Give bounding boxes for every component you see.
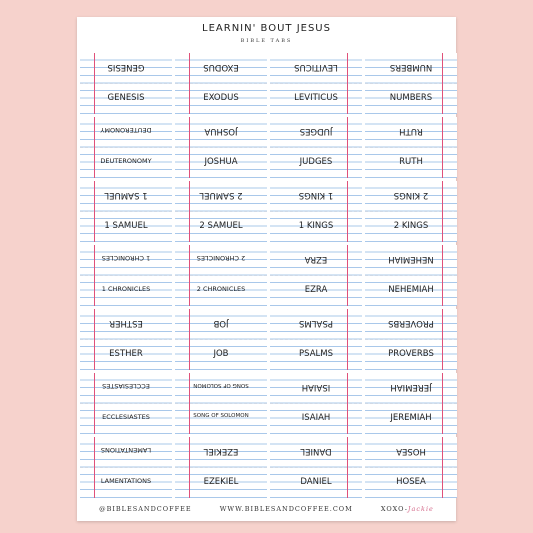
- tab-label: SONG OF SOLOMON: [193, 413, 249, 419]
- signature: Jackie: [407, 505, 434, 513]
- tab-label-flipped: JOB: [213, 318, 229, 328]
- signoff: [381, 505, 434, 513]
- tab-label-flipped: ECCLESIASTES: [102, 382, 150, 390]
- tab-judges: [270, 117, 362, 178]
- tab-label: 1 KINGS: [298, 221, 334, 231]
- tab-label-flipped: PSALMS: [299, 318, 333, 328]
- tab-label-flipped: NEHEMIAH: [388, 254, 434, 264]
- tab-label-flipped: 2 KINGS: [393, 190, 429, 200]
- tab-job: [175, 309, 267, 370]
- tab-label: NUMBERS: [389, 93, 433, 103]
- tab-leviticus: [270, 53, 362, 114]
- tab-label-flipped: HOSEA: [396, 446, 426, 456]
- tab-label-flipped: 1 SAMUEL: [104, 190, 148, 200]
- tab-psalms: [270, 309, 362, 370]
- tab-2-samuel: [175, 181, 267, 242]
- website-link[interactable]: WWW.BIBLESANDCOFFEE.COM: [219, 505, 353, 513]
- tab-hosea: [365, 437, 457, 498]
- tab-label: 2 SAMUEL: [199, 221, 243, 231]
- tab-label-flipped: SONG OF SOLOMON: [193, 382, 249, 388]
- tab-label-flipped: JOSHUA: [204, 126, 238, 136]
- tab-ezra: [270, 245, 362, 306]
- tab-esther: [80, 309, 172, 370]
- tab-label: 1 SAMUEL: [104, 221, 148, 231]
- tab-label: HOSEA: [396, 477, 426, 487]
- tab-label: EZRA: [304, 285, 328, 295]
- tab-label: JOB: [213, 349, 229, 359]
- sheet-title: LEARNIN' BOUT JESUS: [202, 23, 331, 34]
- tab-label: 1 CHRONICLES: [101, 285, 151, 293]
- tabs-grid: [77, 53, 459, 500]
- tab-deuteronomy: [80, 117, 172, 178]
- tab-genesis: [80, 53, 172, 114]
- tab-2-chronicles: [175, 245, 267, 306]
- tab-label: GENESIS: [107, 93, 145, 103]
- tab-label: PROVERBS: [388, 349, 434, 359]
- tab-label: ISAIAH: [301, 413, 331, 423]
- tab-label-flipped: DEUTERONOMY: [100, 126, 152, 134]
- tab-ecclesiastes: [80, 373, 172, 434]
- tab-label-flipped: GENESIS: [107, 62, 145, 72]
- instagram-handle: @BIBLESANDCOFFEE: [99, 505, 192, 513]
- tab-label-flipped: JEREMIAH: [390, 382, 432, 392]
- tab-lamentations: [80, 437, 172, 498]
- tab-label: JOSHUA: [204, 157, 238, 167]
- tab-daniel: [270, 437, 362, 498]
- tab-label: EXODUS: [203, 93, 239, 103]
- tab-label: LEVITICUS: [294, 93, 338, 103]
- tab-label: LAMENTATIONS: [100, 477, 152, 485]
- tab-label-flipped: ESTHER: [109, 318, 143, 328]
- tab-proverbs: [365, 309, 457, 370]
- tab-ruth: [365, 117, 457, 178]
- tab-joshua: [175, 117, 267, 178]
- tab-label: ESTHER: [109, 349, 143, 359]
- tab-label-flipped: 2 CHRONICLES: [196, 254, 246, 262]
- tab-isaiah: [270, 373, 362, 434]
- tab-label-flipped: EZRA: [304, 254, 328, 264]
- tab-label-flipped: NUMBERS: [389, 62, 433, 72]
- tab-label: EZEKIEL: [203, 477, 239, 487]
- tab-label: RUTH: [399, 157, 423, 167]
- tab-label: DANIEL: [300, 477, 332, 487]
- tab-label-flipped: JUDGES: [299, 126, 333, 136]
- tab-label-flipped: DANIEL: [300, 446, 332, 456]
- tab-exodus: [175, 53, 267, 114]
- tab-2-kings: [365, 181, 457, 242]
- tab-label: JUDGES: [299, 157, 333, 167]
- tab-label-flipped: EZEKIEL: [203, 446, 239, 456]
- tab-label-flipped: LEVITICUS: [294, 62, 338, 72]
- tab-1-samuel: [80, 181, 172, 242]
- tab-label: 2 CHRONICLES: [196, 285, 246, 293]
- tab-jeremiah: [365, 373, 457, 434]
- signoff-text: XOXO-: [380, 505, 408, 513]
- tab-ezekiel: [175, 437, 267, 498]
- tab-label-flipped: RUTH: [399, 126, 423, 136]
- sheet-footer: [77, 505, 456, 513]
- tab-nehemiah: [365, 245, 457, 306]
- tab-1-kings: [270, 181, 362, 242]
- tab-label-flipped: 2 SAMUEL: [199, 190, 243, 200]
- tab-label-flipped: EXODUS: [203, 62, 239, 72]
- tab-label: JEREMIAH: [390, 413, 432, 423]
- tab-label: NEHEMIAH: [388, 285, 434, 295]
- sheet-subtitle: BIBLE TABS: [240, 38, 293, 44]
- tab-label-flipped: PROVERBS: [388, 318, 434, 328]
- tab-song-of-solomon: [175, 373, 267, 434]
- bible-tabs-sheet: [77, 17, 456, 521]
- tab-label: DEUTERONOMY: [100, 157, 152, 165]
- tab-label: ECCLESIASTES: [102, 413, 150, 421]
- tab-label-flipped: 1 CHRONICLES: [101, 254, 151, 262]
- tab-numbers: [365, 53, 457, 114]
- tab-label-flipped: LAMENTATIONS: [100, 446, 152, 454]
- tab-label: 2 KINGS: [393, 221, 429, 231]
- tab-label-flipped: 1 KINGS: [298, 190, 334, 200]
- tab-label-flipped: ISAIAH: [301, 382, 331, 392]
- tab-1-chronicles: [80, 245, 172, 306]
- tab-label: PSALMS: [299, 349, 333, 359]
